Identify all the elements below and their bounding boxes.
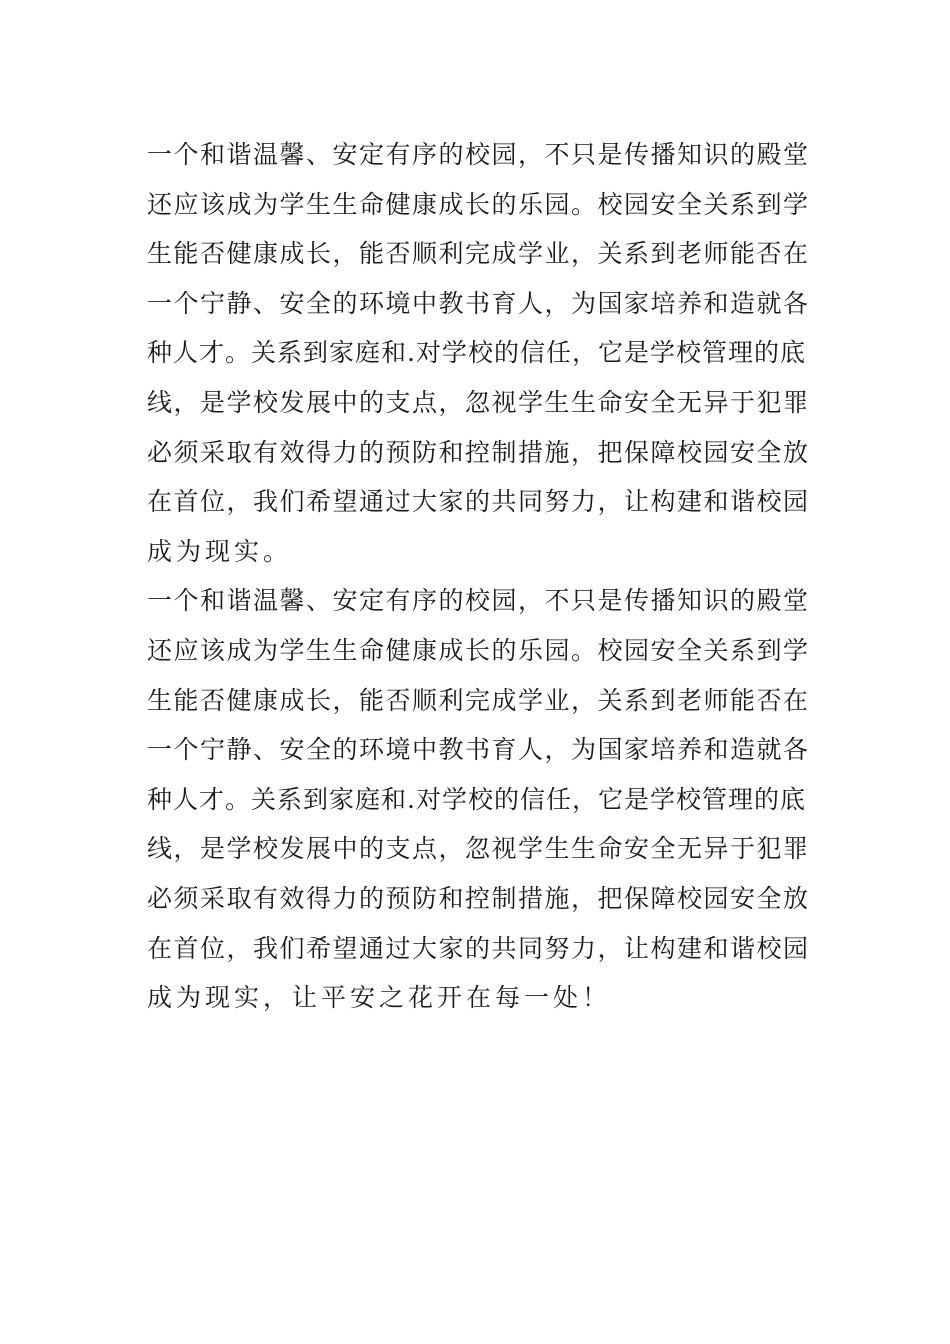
paragraph-1	[147, 130, 817, 576]
text-line: 一个宁静、安全的环境中教书育人，为国家培养和造就各	[147, 288, 810, 318]
text-line: 生能否健康成长，能否顺利完成学业，关系到老师能否在	[147, 239, 810, 269]
text-line: 一个和谐温馨、安定有序的校园，不只是传播知识的殿堂	[147, 140, 810, 169]
text-line: 必须采取有效得力的预防和控制措施，把保障校园安全放	[147, 883, 810, 913]
text-line: 线，是学校发展中的支点，忽视学生生命安全无异于犯罪	[147, 387, 810, 417]
text-line: 生能否健康成长，能否顺利完成学业，关系到老师能否在	[147, 685, 810, 715]
text-line: 还应该成为学生生命健康成长的乐园。校园安全关系到学	[147, 635, 810, 665]
text-line: 一个宁静、安全的环境中教书育人，为国家培养和造就各	[147, 735, 810, 765]
text-line: 一个和谐温馨、安定有序的校园，不只是传播知识的殿堂	[147, 586, 810, 616]
text-line: 必须采取有效得力的预防和控制措施，把保障校园安全放	[147, 437, 810, 467]
text-line: 线，是学校发展中的支点，忽视学生生命安全无异于犯罪	[147, 834, 810, 864]
paragraph-2	[147, 576, 817, 1022]
text-line: 种人才。关系到家庭和.对学校的信任，它是学校管理的底	[147, 784, 806, 814]
text-line: 还应该成为学生生命健康成长的乐园。校园安全关系到学	[147, 189, 810, 219]
text-line: 成为现实，让平安之花开在每一处！	[147, 983, 612, 1013]
body-text	[147, 130, 817, 1023]
text-line: 在首位，我们希望通过大家的共同努力，让构建和谐校园	[147, 933, 810, 963]
text-line: 种人才。关系到家庭和.对学校的信任，它是学校管理的底	[147, 338, 806, 368]
text-line: 成为现实。	[147, 536, 293, 566]
text-line: 在首位，我们希望通过大家的共同努力，让构建和谐校园	[147, 487, 810, 517]
